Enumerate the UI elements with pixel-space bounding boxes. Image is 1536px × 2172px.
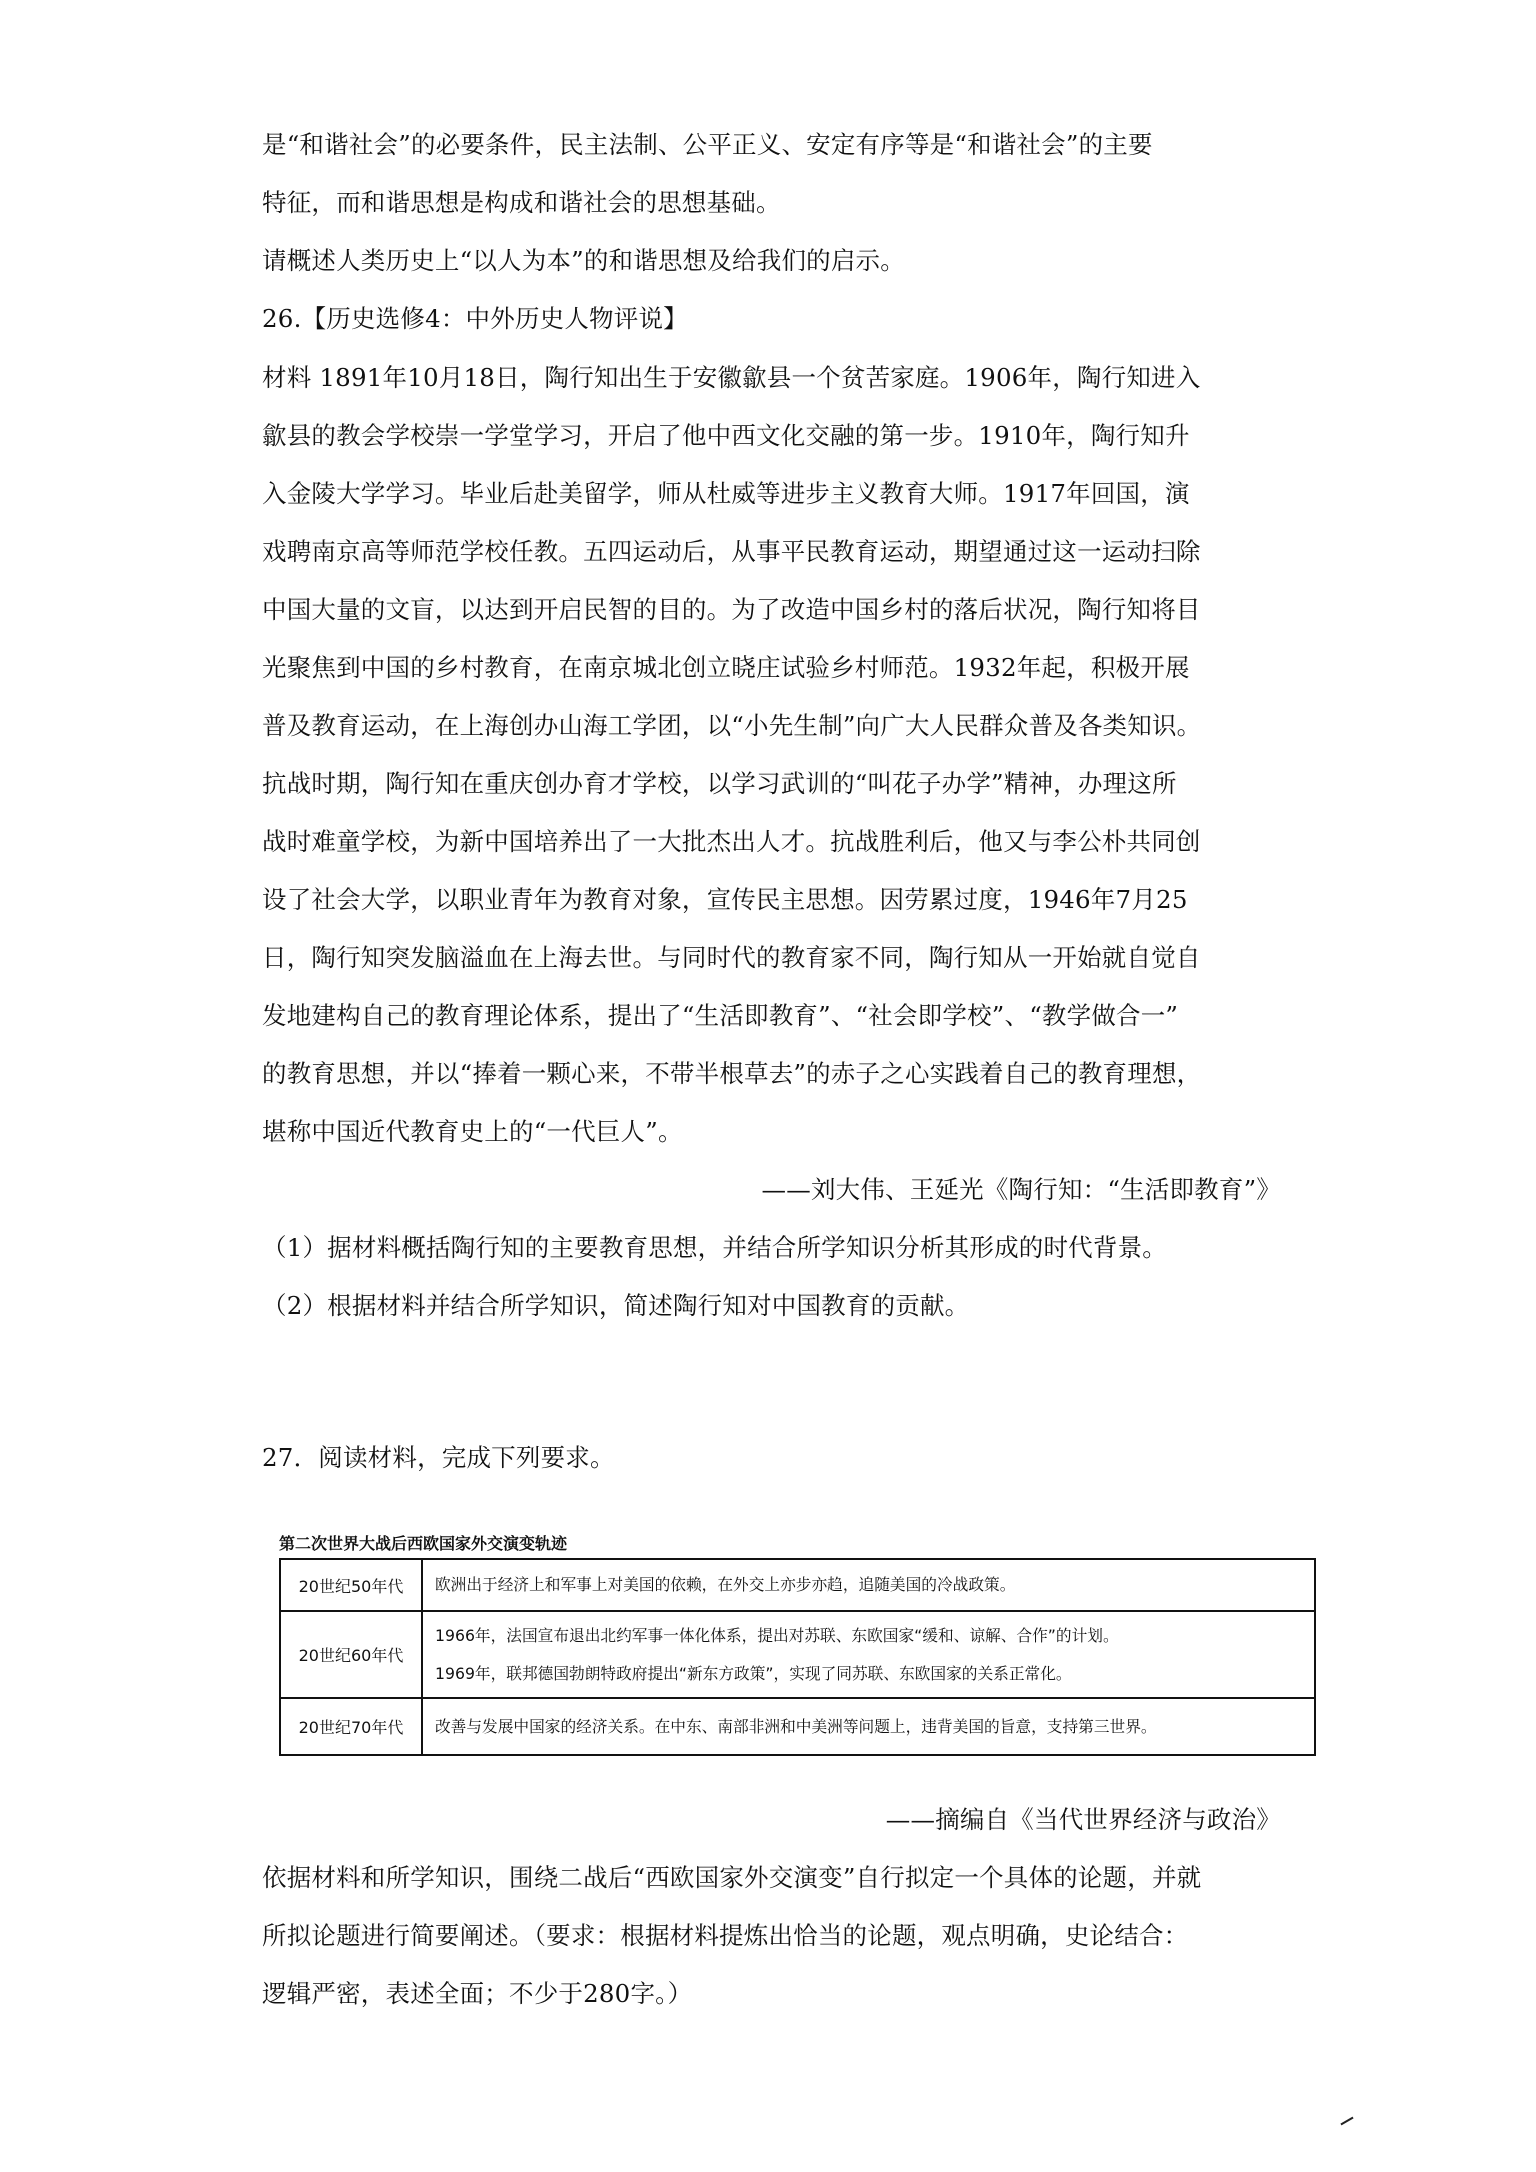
description-line: 1969年，联邦德国勃朗特政府提出“新东方政策”，实现了同苏联、东欧国家的关系正常化。 bbox=[435, 1663, 1072, 1683]
question-27-title: 27．阅读材料，完成下列要求。 bbox=[262, 1443, 615, 1472]
paragraph-line: 是“和谐社会”的必要条件，民主法制、公平正义、安定有序等是“和谐社会”的主要 bbox=[262, 130, 1153, 159]
foreign-policy-table bbox=[279, 1558, 1316, 1756]
era-cell: 20世纪70年代 bbox=[280, 1698, 422, 1755]
material-line: 普及教育运动，在上海创办山海工学团，以“小先生制”向广大人民群众普及各类知识。 bbox=[262, 711, 1202, 740]
paragraph-line: 特征，而和谐思想是构成和谐社会的思想基础。 bbox=[262, 188, 781, 217]
table-row bbox=[280, 1611, 1315, 1698]
description-cell bbox=[422, 1611, 1315, 1698]
question-26-title: 26.【历史选修4：中外历史人物评说】 bbox=[262, 304, 688, 333]
description-line: 改善与发展中国家的经济关系。在中东、南部非洲和中美洲等问题上，违背美国的旨意，支持第三世界。 bbox=[435, 1716, 1157, 1736]
material-line: 中国大量的文盲，以达到开启民智的目的。为了改造中国乡村的落后状况，陶行知将目 bbox=[262, 595, 1201, 624]
era-cell: 20世纪50年代 bbox=[280, 1559, 422, 1611]
material-line: 发地建构自己的教育理论体系，提出了“生活即教育”、“社会即学校”、“教学做合一” bbox=[262, 1001, 1179, 1030]
description-cell bbox=[422, 1698, 1315, 1755]
source-citation: ——摘编自《当代世界经济与政治》 bbox=[885, 1805, 1281, 1834]
material-line: 堪称中国近代教育史上的“一代巨人”。 bbox=[262, 1117, 683, 1146]
source-citation: ——刘大伟、王延光《陶行知：“生活即教育”》 bbox=[761, 1175, 1281, 1204]
table-row bbox=[280, 1698, 1315, 1755]
requirement-line: 依据材料和所学知识，围绕二战后“西欧国家外交演变”自行拟定一个具体的论题，并就 bbox=[262, 1863, 1202, 1892]
material-line: 设了社会大学，以职业青年为教育对象，宣传民主思想。因劳累过度，1946年7月25 bbox=[262, 885, 1188, 914]
description-cell bbox=[422, 1559, 1315, 1611]
table-caption: 第二次世界大战后西欧国家外交演变轨迹 bbox=[279, 1534, 568, 1553]
material-line: 战时难童学校，为新中国培养出了一大批杰出人才。抗战胜利后，他又与李公朴共同创 bbox=[262, 827, 1201, 856]
question-prompt: 请概述人类历史上“以人为本”的和谐思想及给我们的启示。 bbox=[262, 246, 905, 275]
material-line: 光聚焦到中国的乡村教育，在南京城北创立晓庄试验乡村师范。1932年起，积极开展 bbox=[262, 653, 1190, 682]
description-line: 1966年，法国宣布退出北约军事一体化体系，提出对苏联、东欧国家“缓和、谅解、合作”的计划。 bbox=[435, 1625, 1119, 1645]
sub-question-2: （2）根据材料并结合所学知识，简述陶行知对中国教育的贡献。 bbox=[262, 1291, 970, 1320]
requirement-line: 所拟论题进行简要阐述。（要求：根据材料提炼出恰当的论题，观点明确，史论结合： bbox=[262, 1921, 1189, 1950]
material-line: 材料 1891年10月18日，陶行知出生于安徽歙县一个贫苦家庭。1906年，陶行知进入 bbox=[262, 363, 1201, 392]
material-line: 入金陵大学学习。毕业后赴美留学，师从杜威等进步主义教育大师。1917年回国，演 bbox=[262, 479, 1190, 508]
material-line: 的教育思想，并以“捧着一颗心来，不带半根草去”的赤子之心实践着自己的教育理想， bbox=[262, 1059, 1202, 1088]
material-line: 歙县的教会学校崇一学堂学习，开启了他中西文化交融的第一步。1910年，陶行知升 bbox=[262, 421, 1190, 450]
material-line: 戏聘南京高等师范学校任教。五四运动后，从事平民教育运动，期望通过这一运动扫除 bbox=[262, 537, 1201, 566]
table-row bbox=[280, 1559, 1315, 1611]
sub-question-1: （1）据材料概括陶行知的主要教育思想，并结合所学知识分析其形成的时代背景。 bbox=[262, 1233, 1167, 1262]
requirement-line: 逻辑严密，表述全面；不少于280字。） bbox=[262, 1979, 693, 2008]
description-line: 欧洲出于经济上和军事上对美国的依赖，在外交上亦步亦趋，追随美国的冷战政策。 bbox=[435, 1575, 1016, 1594]
era-cell: 20世纪60年代 bbox=[280, 1611, 422, 1698]
material-line: 抗战时期，陶行知在重庆创办育才学校，以学习武训的“叫花子办学”精神，办理这所 bbox=[262, 769, 1177, 798]
pen-mark bbox=[1340, 2117, 1353, 2126]
material-line: 日，陶行知突发脑溢血在上海去世。与同时代的教育家不同，陶行知从一开始就自觉自 bbox=[262, 943, 1201, 972]
